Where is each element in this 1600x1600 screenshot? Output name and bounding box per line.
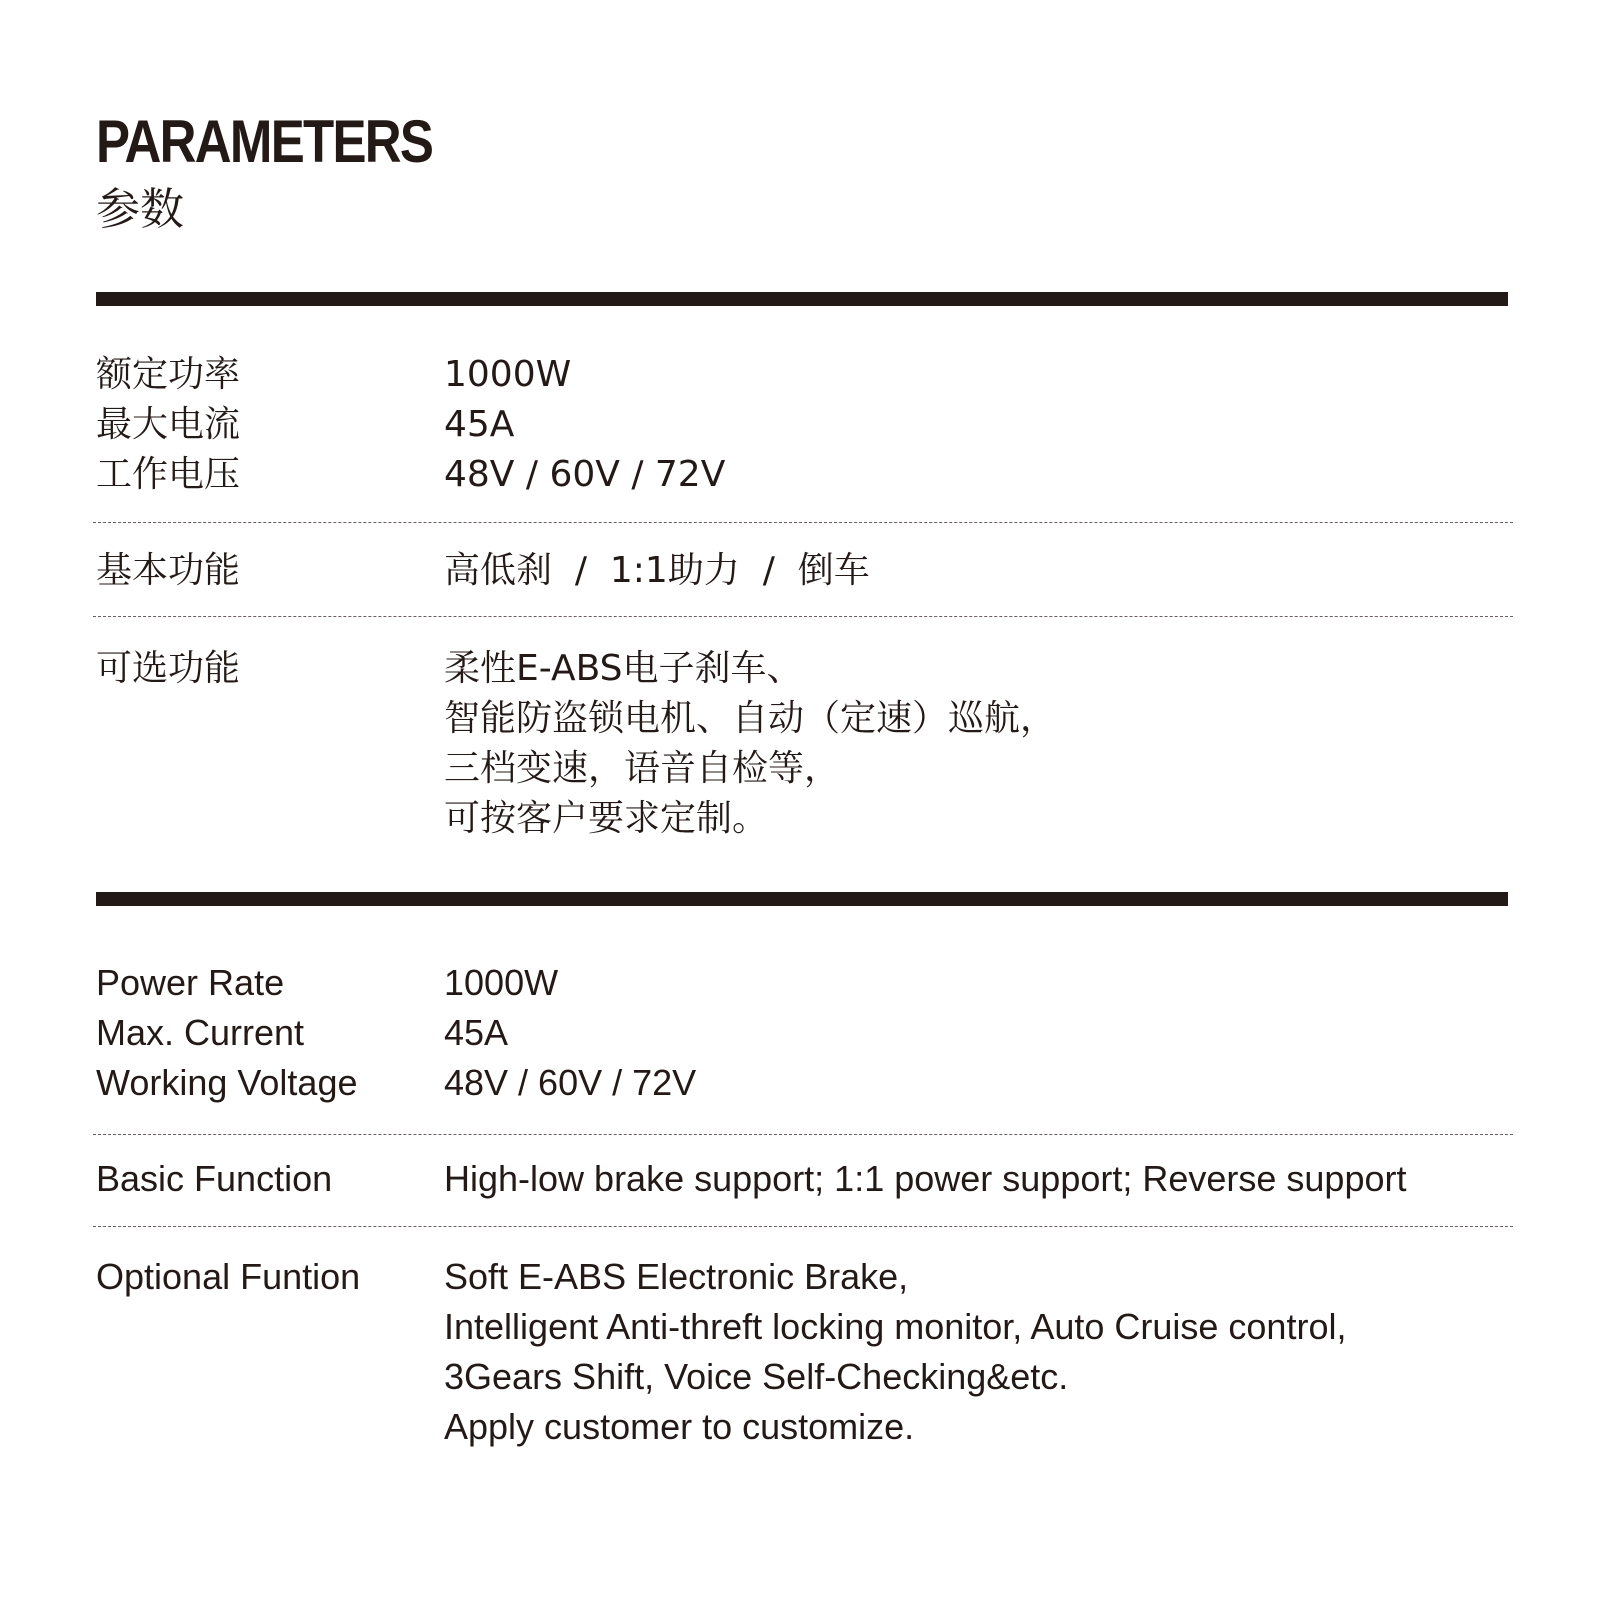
cn-value-basic: 高低刹 / 1:1助力 / 倒车 — [444, 550, 870, 591]
cn-label-voltage: 工作电压 — [96, 454, 241, 495]
cn-label-power: 额定功率 — [96, 354, 241, 395]
en-spec-values — [444, 958, 1516, 1108]
cn-optional-line: 可按客户要求定制。 — [444, 798, 769, 839]
en-label-current: Max. Current — [96, 1012, 305, 1053]
en-label-power: Power Rate — [96, 962, 285, 1003]
en-optional-list — [444, 1252, 1516, 1452]
en-label-voltage: Working Voltage — [96, 1062, 358, 1103]
en-divider-1 — [93, 1134, 1513, 1135]
cn-optional-line: 三档变速，语音自检等， — [444, 748, 841, 789]
en-optional-line: Intelligent Anti-threft locking monitor, Auto Cruise control, — [444, 1306, 1347, 1347]
cn-specs-main — [96, 350, 1516, 500]
cn-divider-2 — [93, 616, 1513, 617]
en-value-current: 45A — [444, 1012, 509, 1053]
en-specs-main — [96, 958, 1516, 1108]
en-basic-function — [96, 1154, 1516, 1204]
cn-optional-line: 智能防盗锁电机、自动（定速）巡航， — [444, 698, 1057, 739]
en-value-basic: High-low brake support; 1:1 power support; Reverse support — [444, 1158, 1407, 1199]
en-label-basic: Basic Function — [96, 1158, 333, 1199]
cn-label-current: 最大电流 — [96, 404, 241, 445]
cn-optional-list — [444, 644, 1516, 844]
page-title: PARAMETERS — [96, 108, 433, 175]
en-value-power: 1000W — [444, 962, 559, 1003]
section-divider-top — [96, 292, 1508, 306]
cn-divider-1 — [93, 522, 1513, 523]
cn-label-basic: 基本功能 — [96, 550, 241, 591]
page-subtitle: 参数 — [96, 184, 184, 235]
section-divider-middle — [96, 892, 1508, 906]
cn-optional-line: 柔性E-ABS电子刹车、 — [444, 648, 803, 689]
en-divider-2 — [93, 1226, 1513, 1227]
cn-spec-labels — [96, 350, 444, 500]
cn-value-current: 45A — [444, 404, 515, 445]
en-optional-line: 3Gears Shift, Voice Self-Checking&etc. — [444, 1356, 1069, 1397]
en-optional-line: Soft E-ABS Electronic Brake, — [444, 1256, 909, 1297]
en-label-optional: Optional Funtion — [96, 1256, 361, 1297]
cn-value-voltage: 48V / 60V / 72V — [444, 454, 726, 495]
en-spec-labels — [96, 958, 444, 1108]
cn-value-power: 1000W — [444, 354, 572, 395]
cn-basic-function — [96, 546, 1516, 596]
en-optional-line: Apply customer to customize. — [444, 1406, 915, 1447]
cn-optional-function — [96, 644, 1516, 844]
cn-label-optional: 可选功能 — [96, 648, 241, 689]
en-optional-function — [96, 1252, 1516, 1452]
cn-spec-values — [444, 350, 1516, 500]
en-value-voltage: 48V / 60V / 72V — [444, 1062, 697, 1103]
